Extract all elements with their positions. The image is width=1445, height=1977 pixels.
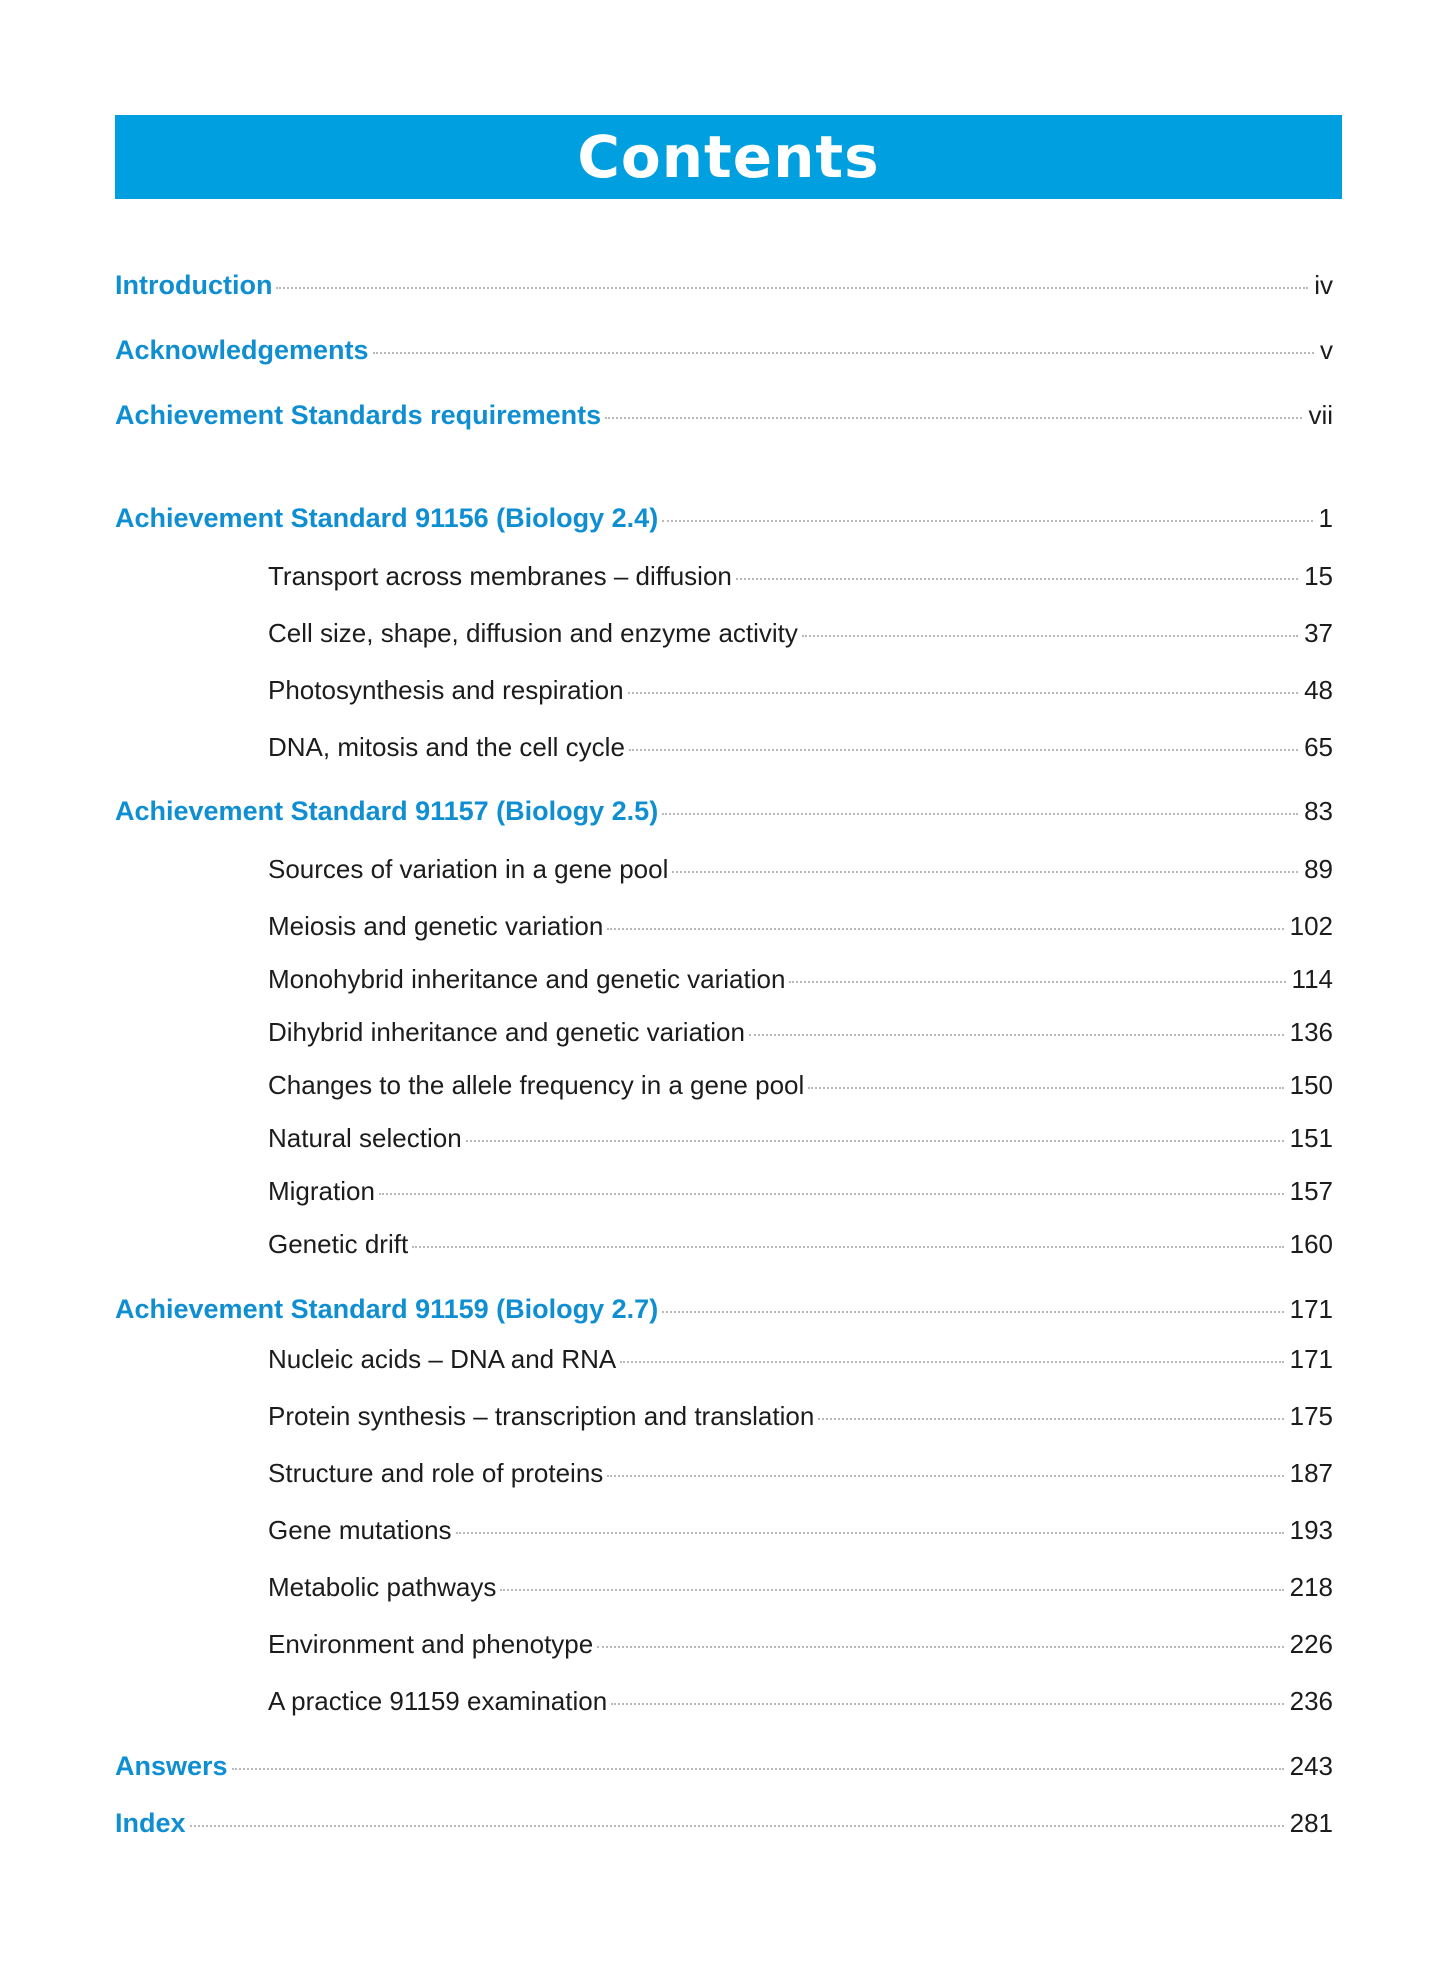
toc-subentry[interactable]	[268, 1344, 1333, 1375]
toc-entry-label: A practice 91159 examination	[268, 1686, 608, 1716]
toc-entry-page: 281	[1289, 1808, 1333, 1838]
toc-entry-label: Index	[115, 1808, 186, 1838]
toc-entry-label: Natural selection	[268, 1123, 462, 1153]
dot-leader	[620, 1361, 1283, 1363]
toc-entry-page: 243	[1289, 1751, 1333, 1781]
toc-entry-label: Achievement Standards requirements	[115, 400, 602, 430]
toc-entry-label: Migration	[268, 1176, 375, 1206]
toc-entry-page: 236	[1289, 1686, 1333, 1716]
toc-entry-label: Genetic drift	[268, 1229, 409, 1259]
toc-entry-page: 160	[1289, 1229, 1333, 1259]
toc-subentry[interactable]	[268, 1176, 1333, 1207]
dot-leader	[232, 1768, 1284, 1770]
toc-entry-page: 175	[1289, 1401, 1333, 1431]
toc-entry-standard-91156[interactable]	[115, 503, 1333, 534]
toc-entry-label: Metabolic pathways	[268, 1572, 497, 1602]
toc-subentry[interactable]	[268, 1070, 1333, 1101]
dot-leader	[628, 692, 1299, 694]
toc-entry-label: Changes to the allele frequency in a gene pool	[268, 1070, 805, 1100]
toc-subentry[interactable]	[268, 1458, 1333, 1489]
dot-leader	[607, 1475, 1283, 1477]
dot-leader	[379, 1193, 1284, 1195]
dot-leader	[276, 287, 1308, 289]
dot-leader	[611, 1703, 1283, 1705]
dot-leader	[662, 813, 1298, 815]
dot-leader	[597, 1646, 1283, 1648]
toc-entry-label: Sources of variation in a gene pool	[268, 854, 669, 884]
toc-entry-label: Nucleic acids – DNA and RNA	[268, 1344, 617, 1374]
toc-entry-page: 102	[1289, 911, 1333, 941]
dot-leader	[190, 1825, 1284, 1827]
toc-entry-page: 83	[1304, 796, 1333, 826]
toc-entry-label: Photosynthesis and respiration	[268, 675, 624, 705]
dot-leader	[789, 981, 1285, 983]
toc-entry-index[interactable]	[115, 1808, 1333, 1839]
toc-entry-page: 171	[1289, 1344, 1333, 1374]
toc-entry-page: 171	[1289, 1294, 1333, 1324]
dot-leader	[672, 871, 1298, 873]
toc-entry-label: Achievement Standard 91156 (Biology 2.4)	[115, 503, 659, 533]
toc-entry-page: 136	[1289, 1017, 1333, 1047]
toc-entry-page: 150	[1289, 1070, 1333, 1100]
toc-entry-label: Meiosis and genetic variation	[268, 911, 604, 941]
toc-entry-page: 193	[1289, 1515, 1333, 1545]
toc-entry-label: Cell size, shape, diffusion and enzyme activity	[268, 618, 798, 648]
toc-entry-label: Achievement Standard 91159 (Biology 2.7)	[115, 1294, 659, 1324]
toc-entry-label: Monohybrid inheritance and genetic variation	[268, 964, 786, 994]
toc-subentry[interactable]	[268, 1629, 1333, 1660]
toc-entry-label: Dihybrid inheritance and genetic variation	[268, 1017, 745, 1047]
toc-entry-label: Protein synthesis – transcription and translation	[268, 1401, 815, 1431]
dot-leader	[662, 520, 1312, 522]
toc-entry-label: Gene mutations	[268, 1515, 452, 1545]
dot-leader	[736, 578, 1298, 580]
toc-subentry[interactable]	[268, 854, 1333, 885]
toc-entry-label: Achievement Standard 91157 (Biology 2.5)	[115, 796, 659, 826]
toc-entry-label: Transport across membranes – diffusion	[268, 561, 732, 591]
toc-entry-page: 48	[1304, 675, 1333, 705]
toc-entry-page: v	[1320, 335, 1333, 365]
toc-entry-acknowledgements[interactable]	[115, 335, 1333, 366]
toc-subentry[interactable]	[268, 911, 1333, 942]
toc-entry-page: 218	[1289, 1572, 1333, 1602]
dot-leader	[373, 352, 1314, 354]
toc-entry-page: 89	[1304, 854, 1333, 884]
toc-entry-page: 187	[1289, 1458, 1333, 1488]
toc-entry-page: iv	[1314, 270, 1333, 300]
dot-leader	[749, 1034, 1284, 1036]
toc-subentry[interactable]	[268, 1017, 1333, 1048]
contents-banner	[115, 115, 1342, 199]
toc-entry-standards-requirements[interactable]	[115, 400, 1333, 431]
dot-leader	[607, 928, 1283, 930]
toc-entry-page: 65	[1304, 732, 1333, 762]
toc-subentry[interactable]	[268, 561, 1333, 592]
toc-entry-label: Environment and phenotype	[268, 1629, 594, 1659]
toc-entry-page: vii	[1308, 400, 1333, 430]
toc-entry-page: 37	[1304, 618, 1333, 648]
toc-subentry[interactable]	[268, 1123, 1333, 1154]
toc-subentry[interactable]	[268, 964, 1333, 995]
dot-leader	[802, 635, 1298, 637]
toc-subentry[interactable]	[268, 732, 1333, 763]
dot-leader	[808, 1087, 1283, 1089]
toc-entry-label: Introduction	[115, 270, 273, 300]
toc-entry-label: Answers	[115, 1751, 228, 1781]
toc-entry-introduction[interactable]	[115, 270, 1333, 301]
dot-leader	[662, 1311, 1283, 1313]
toc-entry-label: Structure and role of proteins	[268, 1458, 604, 1488]
toc-subentry[interactable]	[268, 618, 1333, 649]
toc-entry-label: Acknowledgements	[115, 335, 369, 365]
dot-leader	[412, 1246, 1283, 1248]
toc-subentry[interactable]	[268, 1572, 1333, 1603]
toc-entry-page: 1	[1318, 503, 1333, 533]
toc-subentry[interactable]	[268, 1686, 1333, 1717]
toc-subentry[interactable]	[268, 1401, 1333, 1432]
toc-entry-answers[interactable]	[115, 1751, 1333, 1782]
dot-leader	[629, 749, 1298, 751]
toc-entry-page: 114	[1291, 964, 1333, 994]
dot-leader	[605, 417, 1302, 419]
toc-entry-page: 157	[1289, 1176, 1333, 1206]
toc-entry-page: 151	[1289, 1123, 1333, 1153]
toc-subentry[interactable]	[268, 1515, 1333, 1546]
toc-subentry[interactable]	[268, 675, 1333, 706]
dot-leader	[456, 1532, 1284, 1534]
dot-leader	[500, 1589, 1283, 1591]
toc-entry-standard-91159[interactable]	[115, 1294, 1333, 1325]
toc-entry-page: 226	[1289, 1629, 1333, 1659]
toc-entry-standard-91157[interactable]	[115, 796, 1333, 827]
dot-leader	[466, 1140, 1284, 1142]
toc-subentry[interactable]	[268, 1229, 1333, 1260]
toc-entry-page: 15	[1304, 561, 1333, 591]
page-title: Contents	[577, 123, 880, 191]
toc-entry-label: DNA, mitosis and the cell cycle	[268, 732, 625, 762]
dot-leader	[818, 1418, 1283, 1420]
